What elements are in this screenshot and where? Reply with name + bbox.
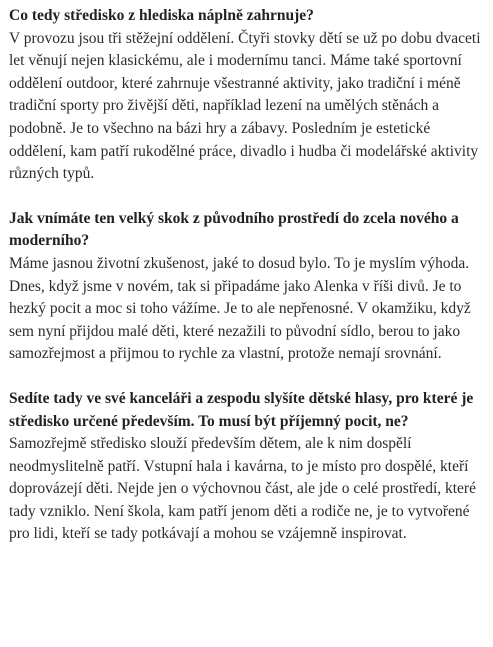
question-text: Sedíte tady ve své kanceláři a zespodu slyšíte dětské hlasy, pro které je středisko určené především. To musí být příjemný pocit, ne? — [9, 389, 474, 430]
answer-text: Máme jasnou životní zkušenost, jaké to dosud bylo. To je myslím výhoda. Dnes, když jsme v novém, tak si připadáme jako Alenka v říši divů. Je to hezký pocit a moc si toho vážíme. Je to ale nepřenosné. V okamžiku, když sem nyní přijdou malé děti, které nezažili to původní sídlo, berou to jako samozřejmost a přijmou to rychle za vlastní, protože nemají srovnání. — [9, 254, 471, 363]
question-text: Jak vnímáte ten velký skok z původního prostředí do zcela nového a moderního? — [9, 209, 459, 250]
qa-block-2 — [9, 208, 487, 366]
qa-block-1 — [9, 5, 487, 186]
qa-block-3 — [9, 388, 487, 546]
question-text: Co tedy středisko z hlediska náplně zahrnuje? — [9, 7, 314, 24]
answer-text: V provozu jsou tři stěžejní oddělení. Čtyři stovky dětí se už po dobu dvaceti let věnují nejen klasickému, ale i modernímu tanci. Máme také sportovní oddělení outdoor, které zahrnuje všestranné aktivity, jako tradiční i méně tradiční sporty pro živější děti, například lezení na umělých stěnách a podobně. Je to všechno na bázi hry a zábavy. Posledním je estetické oddělení, kam patří rukodělné práce, divadlo i hudba či modelářské aktivity různých typů. — [9, 29, 481, 183]
answer-text: Samozřejmě středisko slouží především dětem, ale k nim dospělí neodmyslitelně patří. Vstupní hala i kavárna, to je místo pro dospělé, kteří doprovázejí děti. Nejde jen o výchovnou část, ale jde o celé prostředí, které tady vzniklo. Není škola, kam patří jenom děti a rodiče ne, je to vytvořené pro lidi, kteří se tady potkávají a mohou se vzájemně inspirovat. — [9, 435, 476, 543]
interview-article — [9, 5, 487, 568]
